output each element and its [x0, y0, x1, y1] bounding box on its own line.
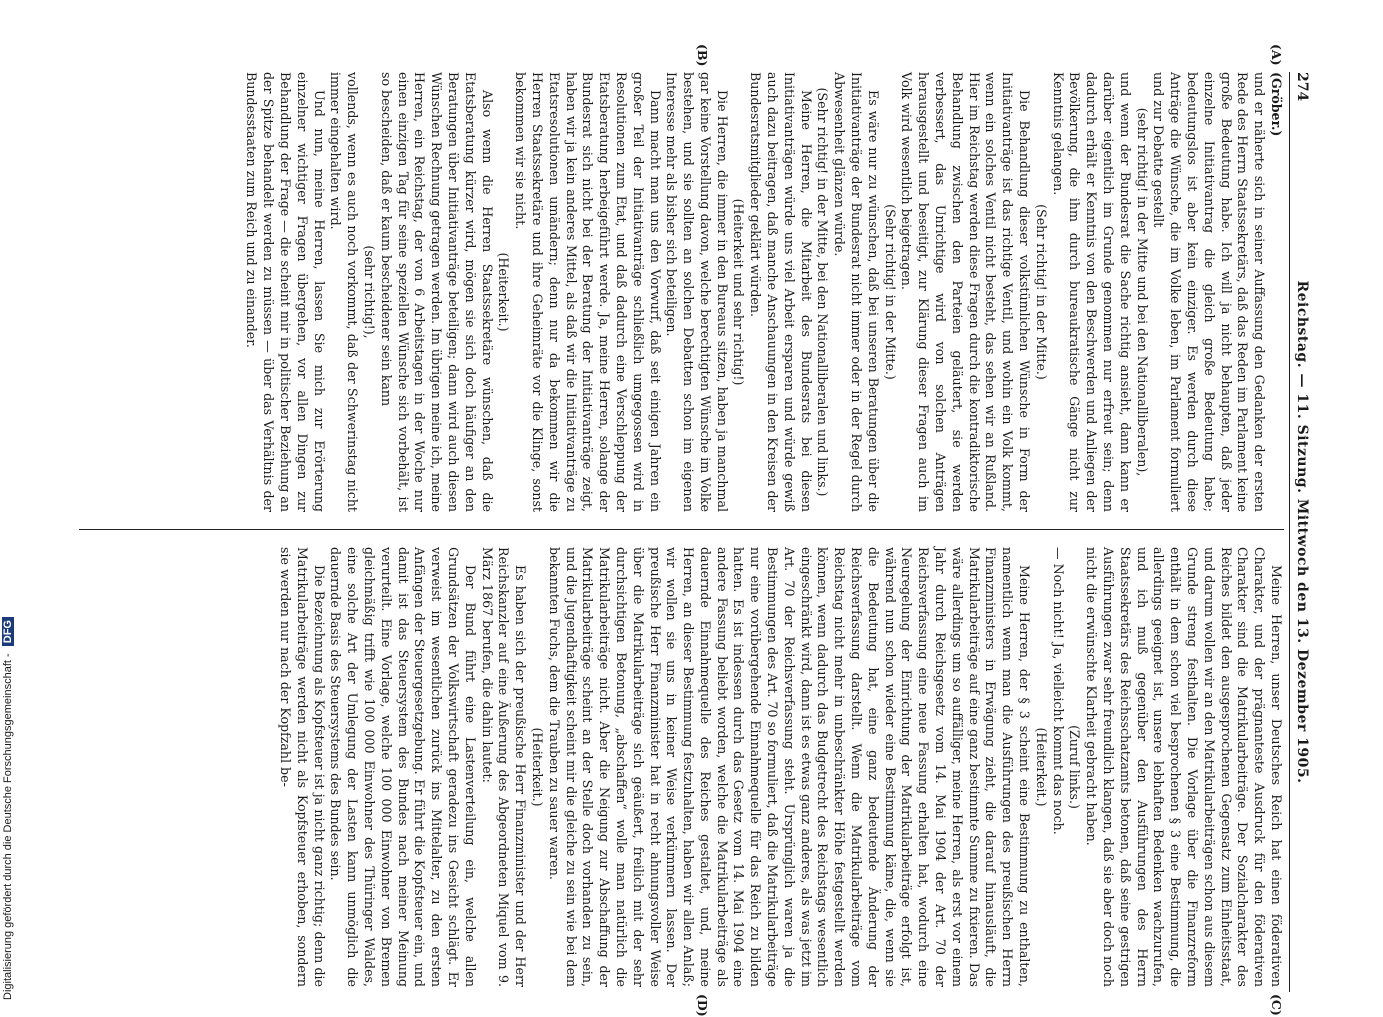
paragraph: Meine Herren, die Mitarbeit des Bundesrats bei diesen Initiativanträgen würde uns viel Arbeit ersparen und würde gewiß auch dazu beitragen, daß manche Anschauungen in den Kreisen der Bundesratsmitglieder geklärt würden. — [748, 72, 814, 512]
paragraph: Die Behandlung dieser volkstümlichen Wünsche in Form der Initiativanträge ist das richtige Ventil, und wohin ein Volk kommt, wenn ein solches Ventil nicht besteht, das sehen wir an Rußland. Hier im Reichstag werden diese Fragen durch die kontradiktorische Behandlung zwischen den Parteien geläutert, sie werden verbessert, das Unrichtige wird von solchen Anträgen herausgestellt und beseitigt, zur Klärung dieser Fragen auch im Volk wird wesentlich beigetragen. — [899, 72, 1033, 512]
left-column — [74, 72, 1284, 512]
interjection: (Sehr richtig! in der Mitte.) — [1033, 204, 1049, 380]
paragraph: Die Herren, die immer in den Bureaus sitzen, haben ja manchmal gar keine Vorstellung davon, welche berechtigten Wünsche im Volke bestehen, und sie sollten an solchen Debatten schon im eigenen Interesse mehr als bisher sich beteiligen. — [664, 72, 730, 512]
interjection: (Sehr richtig! in der Mitte, bei den Nationalliberalen und links.) — [815, 87, 831, 497]
page-header — [1288, 72, 1310, 992]
paragraph: und er näherte sich in seiner Auffassung den Gedanken der ersten Rede des Herrn Staatssekretärs, daß das Reden im Parlament keine große Bedeutung habe. Ich will ja nicht behaupten, daß jeder einzelne Initiativantrag die gleich große Bedeutung habe; bedeutungslos ist aber kein einziger. Es werden durch diese Anträge die Wünsche, die im Volke leben, im Parlament formuliert und zur Debatte gestellt — [1151, 72, 1268, 512]
margin-mark-d: (D) — [695, 994, 710, 1017]
rotated-document-page — [70, 44, 1310, 1017]
interjection: (Heiterkeit und sehr richtig!) — [731, 198, 747, 386]
page-title: Reichstag. — 11. Sitzung. Mittwoch den 13. Dezember 1905. — [1294, 280, 1310, 784]
margin-mark-b: (B) — [695, 44, 710, 67]
interjection: (Sehr richtig! in der Mitte.) — [882, 204, 898, 380]
paragraph: — Noch nicht! Ja, vielleicht kommt das noch. — [1050, 547, 1066, 835]
paragraph: Es haben sich der preußische Herr Finanzminister und der Herr Reichskanzler auf eine Äußerung des Abgeordneten Miquel vom 9. März 1867 berufen, die dahin lautet: — [479, 547, 529, 987]
interjection: (Heiterkeit.) — [496, 252, 512, 332]
dfg-logo: DFG — [2, 617, 14, 646]
interjection: (sehr richtig!), — [361, 245, 377, 339]
interjection: (Zuruf links.) — [1067, 725, 1083, 809]
margin-mark-c: (C) — [1269, 994, 1284, 1016]
digitization-credit — [2, 610, 18, 1000]
margin-mark-a: (A) — [1269, 44, 1284, 66]
paragraph: Dann macht man uns den Vorwurf, daß seit einigen Jahren ein großer Teil der Initiativanträge schließlich umgegossen wird in Resolutionen zum Etat, und daß dadurch eine Verschleppung der Etatsberatung herbeigeführt werde. Ja, meine Herren, solange der Bundesrat sich nicht bei der Beratung der Initiativanträge zeigt, haben wir ja kein anderes Mittel, als daß wir die Initiativanträge zu Etatsresolutionen umändern; denn nur da bekommen wir die Herren Staatssekretäre und ihre Geheimräte vor die Klinge, sonst bekommen wir sie nicht. — [513, 72, 663, 512]
paragraph: und wenn der Bundesrat die Sache richtig ansieht, dann kann er darüber eigentlich im Grunde genommen nur erfreut sein; denn dadurch erhält er Kenntnis von den Beschwerden und Anliegen der Bevölkerung, die ihm durch bureaukratische Gänge nicht zur Kenntnis gelangen. — [1050, 72, 1133, 512]
paragraph: Meine Herren, der § 3 scheint eine Bestimmung zu enthalten, namentlich wenn man die Ausführungen des preußischen Herrn Finanzministers in Erwägung zieht, die darauf hinausläuft, die Matrikularbeiträge auf eine ganz bestimmte Summe zu fixieren. Das wäre allerdings um so auffälliger, meine Herren, als erst vor einem Jahr durch Reichsgesetz vom 14. Mai 1904 der Art. 70 der Reichsverfassung eine neue Fassung erhalten hat, wodurch eine Neuregelung der Einrichtung der Matrikularbeiträge erfolgt ist, während nun schon wieder eine Bestimmung käme, die, wenn sie die Bedeutung hat, eine ganz bedeutende Änderung der Reichsverfassung darstellt. Wenn die Matrikularbeiträge vom Reichstag nicht mehr in unbeschränkter Höhe festgestellt werden können, wenn dadurch das Budgetrecht des Reichstags wesentlich eingeschränkt wird, dann ist es etwas ganz anderes, als was jetzt im Art. 70 der Reichsverfassung steht. Ursprünglich waren ja die Bestimmungen des Art. 70 so formuliert, daß die Matrikularbeiträge nur eine vorübergehende Einnahmequelle für das Reich zu bilden hatten. Es ist indessen durch das Gesetz vom 14. Mai 1904 eine andere Fassung beliebt worden, welche die Matrikularbeiträge als dauernde Einnahmequelle des Reiches gestaltet, und, meine Herren, an dieser Bestimmung festzuhalten, haben wir allen Anlaß; wir wollen sie uns in keiner Weise verkümmern lassen. Der preußische Herr Finanzminister hat in recht ahnungsvoller Weise über die Matrikularbeiträge sich geäußert, freilich mit der sehr durchsichtigen Betonung, „abschaffen“ wolle man natürlich die Matrikularbeiträge nicht. Aber die Neigung zur Abschaffung der Matrikularbeiträge scheint an der Stelle doch vorhanden zu sein, und die Jugendhaftigkeit scheint mir die gleiche zu sein wie bei dem bekannten Fuchs, dem die Trauben zu sauer waren. — [546, 547, 1033, 987]
right-column — [74, 547, 1284, 987]
page-number: 274 — [1294, 72, 1310, 102]
interjection: (sehr richtig! in der Mitte und bei den Nationalliberalen), — [1134, 107, 1150, 477]
interjection: (Heiterkeit.) — [1033, 727, 1049, 807]
paragraph: Der Bund führt eine Lastenverteilung ein, welche allen Grundsätzen der Volkswirtschaft geradezu ins Gesicht schlägt. Er verweist im wesentlichen zurück ins Mittelalter, zu den ersten Anfängen der Steuergesetzgebung. Er führt die Kopfsteuer ein, und damit ist das Steuersystem des Bundes nach meiner Meinung verurteilt. Eine Vorlage, welche 100 000 Einwohner von Bremen gleichmäßig trifft wie 100 000 Einwohner des Thüringer Waldes, eine solche Art der Umlegung der Lasten kann unmöglich die dauernde Basis des Steuersystems des Bundes sein. — [328, 547, 478, 987]
paragraph: Und nun, meine Herren, lassen Sie mich zur Erörterung einzelner wichtiger Fragen übergehen, vor allen Dingen zur Behandlung der Frage — die scheint mir in politischer Beziehung an der Spitze behandelt werden zu müssen — über das Verhältnis der Bundesstaaten zum Reich und zu einander. — [244, 72, 327, 512]
interjection: (Heiterkeit.) — [529, 727, 545, 807]
paragraph: Die Bezeichnung als Kopfsteuer ist ja nicht ganz richtig; denn die Matrikularbeiträge werden nicht als Kopfsteuer erhoben, sondern sie werden nur nach der Kopfzahl be- — [277, 547, 327, 987]
speaker-name: (Gröber.) — [1269, 72, 1284, 137]
paragraph: Es wäre nur zu wünschen, daß bei unseren Beratungen über die Initiativanträge der Bundesrat nicht immer oder in der Regel durch Abwesenheit glänzen würde. — [832, 72, 881, 512]
paragraph: Meine Herren, unser Deutsches Reich hat einen föderativen Charakter, und der prägnanteste Ausdruck für den föderativen Charakter sind die Matrikularbeiträge. Der Sozialcharakter des Reiches bildet den ausgesprochenen Gegensatz zum Einheitsstaat, und darum wollen wir an den Matrikularbeiträgen schon aus diesem Grunde streng festhalten. Die Vorlage über die Finanzreform enthält in dem schon viel besprochenen § 3 eine Bestimmung, die allerdings geeignet ist, unsere lebhaften Bedenken wachzurufen, und ich muß gegenüber den Ausführungen des Herrn Staatssekretärs des Reichsschatzamts betonen, daß seine gestrigen Ausführungen zwar sehr freundlich klangen, daß sie aber doch noch nicht die erwünschte Klarheit gebracht haben. — [1084, 547, 1284, 987]
header-rule — [1289, 72, 1290, 992]
column-divider — [79, 529, 1284, 530]
paragraph: vollends, wenn es auch noch vorkommt, daß der Schwerinstag nicht immer eingehalten wird. — [328, 72, 361, 512]
paragraph: Also wenn die Herren Staatssekretäre wünschen, daß die Etatsberatung kürzer wird, mögen sie sich doch häufiger an den Beratungen über Initiativanträge beteiligen; dann wird auch diesen Wünschen Rechnung getragen werden. Im übrigen meine ich, meine Herren, ein Reichstag, der von 6 Arbeitstagen in der Woche nur einen einzigen Tag für seine speziellen Wünsche sich vorbehält, ist so bescheiden, daß er kaum bescheidener sein kann — [378, 72, 495, 512]
credit-text: Digitalisierung gefördert durch die Deutsche Forschungsgemeinschaft - — [2, 653, 14, 1000]
